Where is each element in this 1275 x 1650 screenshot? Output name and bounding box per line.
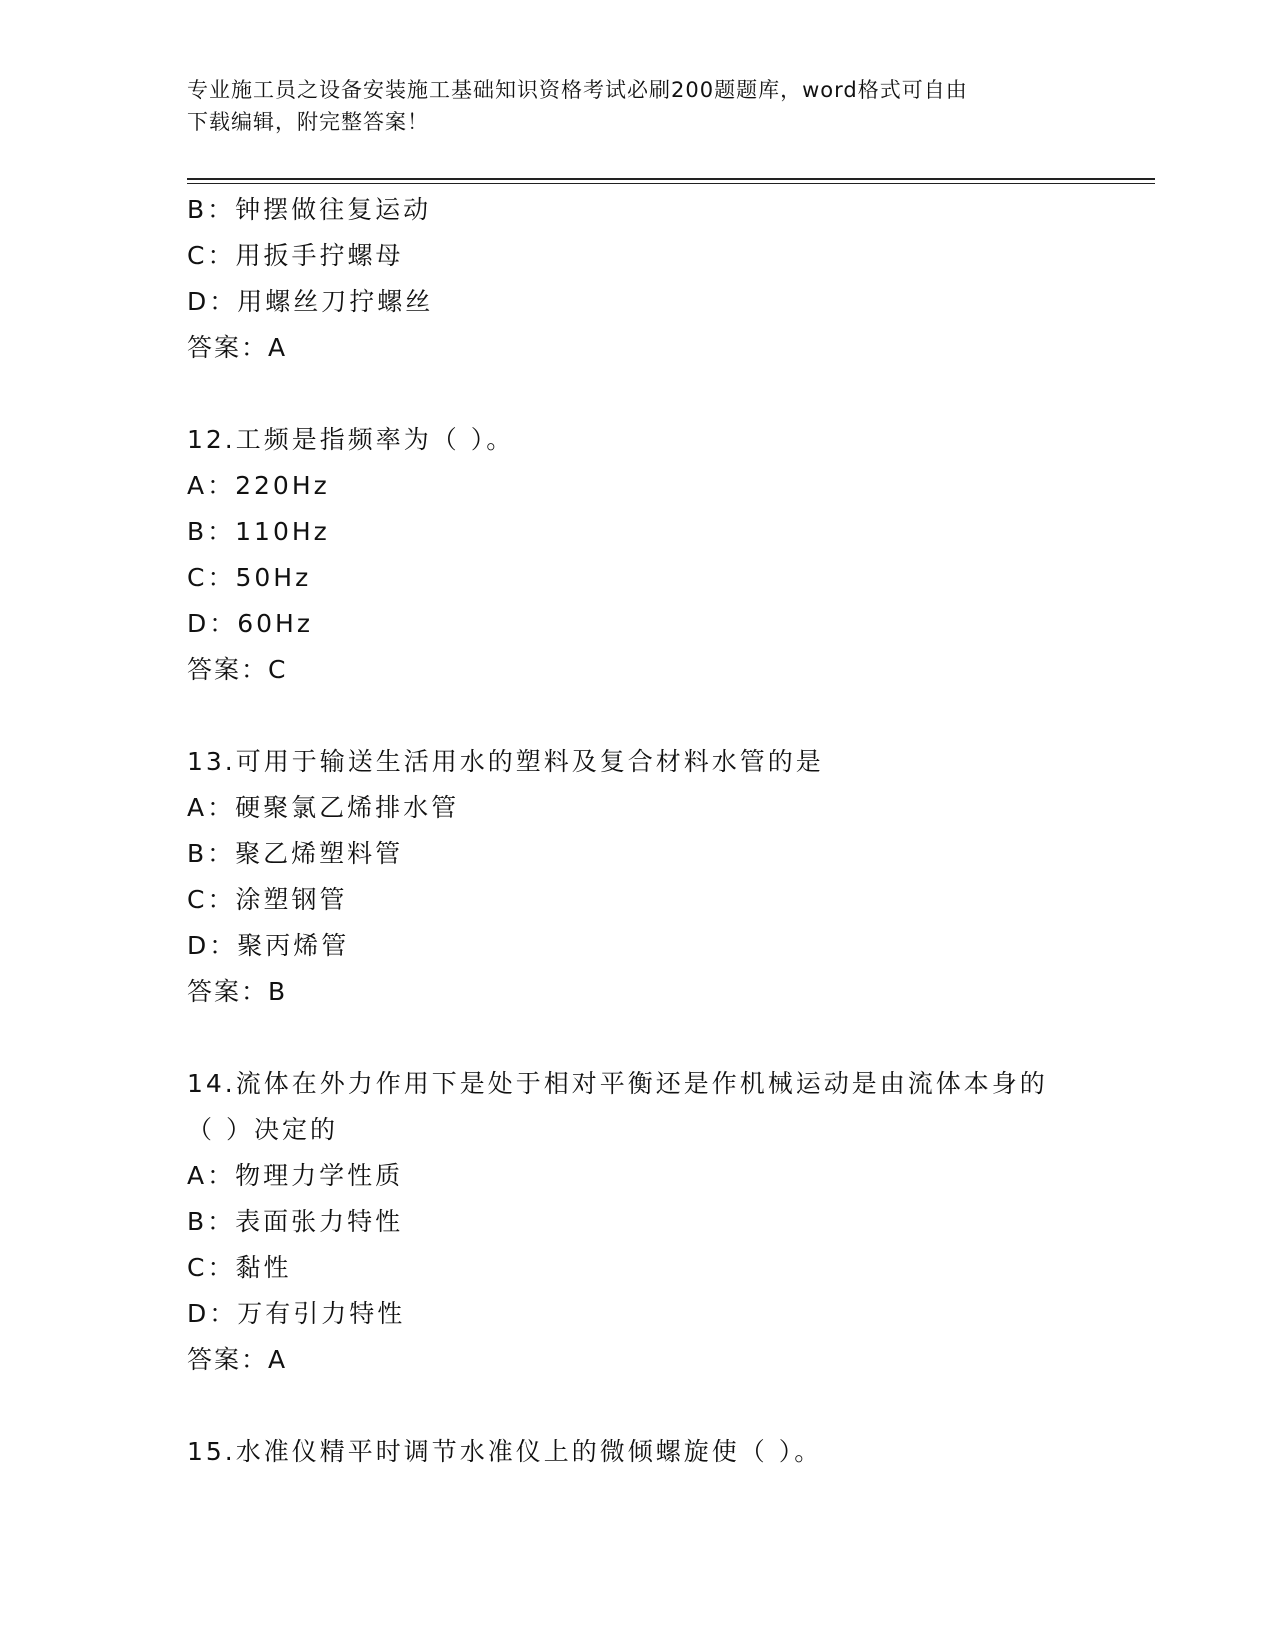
option-d: D：60Hz: [187, 609, 313, 638]
answer: 答案：C: [187, 655, 288, 684]
option-c: C：黏性: [187, 1253, 292, 1282]
question-12: [187, 417, 1087, 693]
question-text-line-2: （ ）决定的: [187, 1115, 338, 1144]
option-b: B：钟摆做往复运动: [187, 195, 432, 224]
option-a: A：220Hz: [187, 471, 330, 500]
question-13: [187, 739, 1087, 1015]
question-14: [187, 1061, 1087, 1383]
question-text-line-1: 14.流体在外力作用下是处于相对平衡还是作机械运动是由流体本身的: [187, 1069, 1048, 1098]
option-c: C：50Hz: [187, 563, 312, 592]
header-divider-thick: [187, 178, 1155, 180]
option-a: A：硬聚氯乙烯排水管: [187, 793, 460, 822]
question-text: 15.水准仪精平时调节水准仪上的微倾螺旋使（ ）。: [187, 1437, 823, 1466]
question-text: 13.可用于输送生活用水的塑料及复合材料水管的是: [187, 747, 824, 776]
header-title-line-2: 下载编辑，附完整答案！: [187, 110, 429, 134]
answer: 答案：A: [187, 333, 288, 362]
question-11-remainder: [187, 187, 1087, 371]
option-b: B：110Hz: [187, 517, 330, 546]
option-c: C：用扳手拧螺母: [187, 241, 404, 270]
header-title-line-1: 专业施工员之设备安装施工基础知识资格考试必刷200题题库，word格式可自由: [187, 78, 968, 102]
question-list: [187, 187, 1087, 1475]
header-divider-thin: [187, 183, 1155, 184]
option-d: D：用螺丝刀拧螺丝: [187, 287, 434, 316]
option-a: A：物理力学性质: [187, 1161, 404, 1190]
document-header: [187, 74, 1067, 138]
option-b: B：表面张力特性: [187, 1207, 404, 1236]
answer: 答案：A: [187, 1345, 288, 1374]
question-text: 12.工频是指频率为（ ）。: [187, 425, 515, 454]
question-15: [187, 1429, 1087, 1475]
option-d: D：万有引力特性: [187, 1299, 406, 1328]
option-b: B：聚乙烯塑料管: [187, 839, 404, 868]
option-c: C：涂塑钢管: [187, 885, 348, 914]
option-d: D：聚丙烯管: [187, 931, 350, 960]
answer: 答案：B: [187, 977, 288, 1006]
